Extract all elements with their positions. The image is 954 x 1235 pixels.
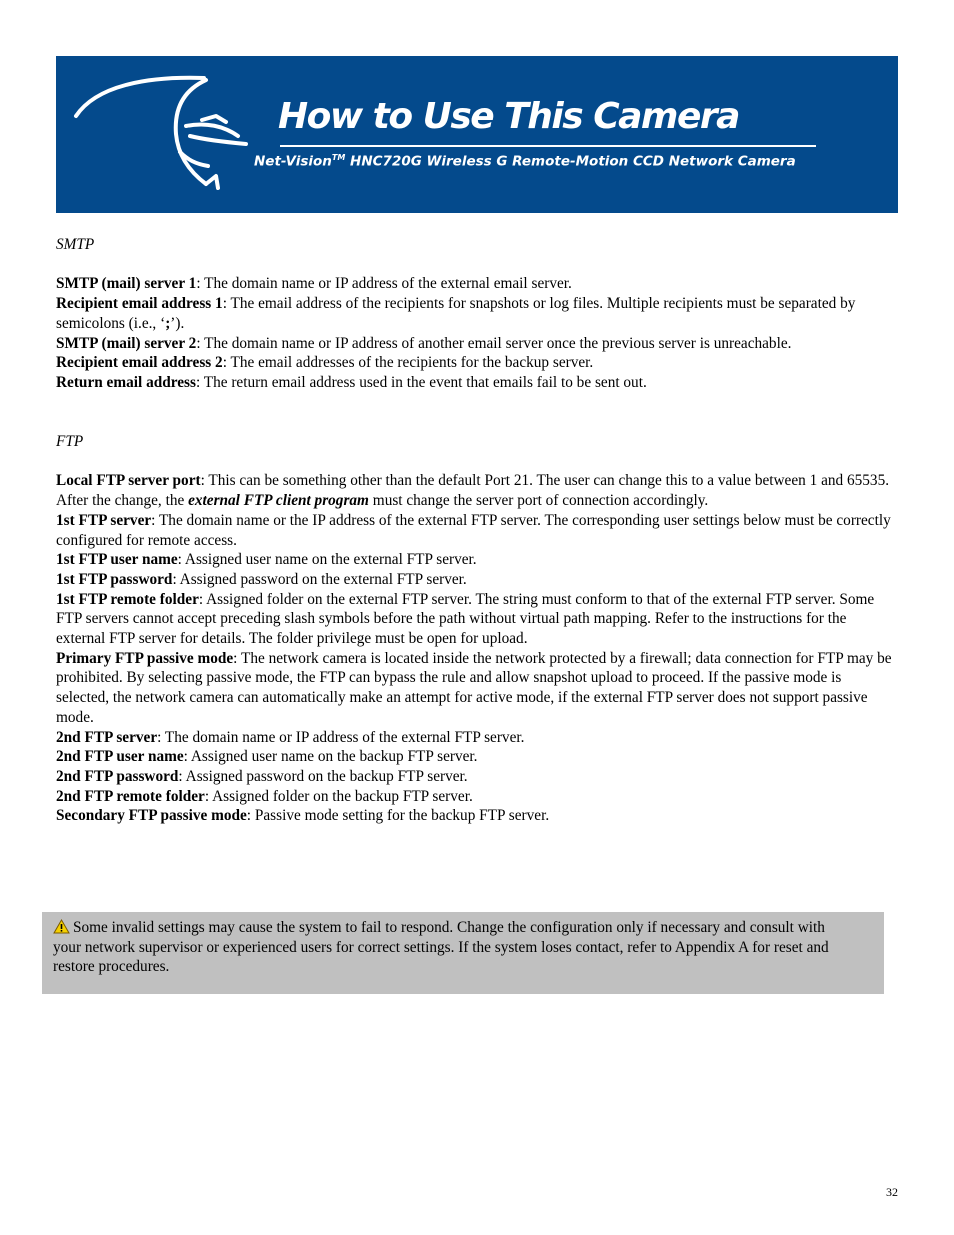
warning-box	[42, 912, 884, 994]
term: Secondary FTP passive mode	[56, 807, 247, 825]
desc: : The domain name or IP address of the external FTP server.	[157, 728, 525, 746]
recipient-email-1	[56, 294, 898, 333]
term: SMTP (mail) server 1	[56, 275, 197, 293]
ftp-passive-secondary	[56, 806, 898, 826]
page-content	[56, 235, 898, 826]
warning-text-block	[53, 918, 853, 977]
term: 2nd FTP remote folder	[56, 787, 205, 805]
term: Primary FTP passive mode	[56, 649, 234, 667]
smtp-heading: SMTP	[56, 236, 95, 253]
ftp-server-2	[56, 728, 898, 748]
term: 1st FTP user name	[56, 551, 178, 569]
smtp-server-2	[56, 334, 898, 354]
warning-message: Some invalid settings may cause the system to fail to respond. Change the configuration only if necessary and consult with your network supervisor or experienced users for correct settings. If the system loses contact, refer to Appendix A for reset and restore procedures.	[53, 919, 829, 976]
desc: : Assigned user name on the backup FTP server.	[183, 748, 478, 766]
ftp-password-2	[56, 767, 898, 787]
ftp-heading: FTP	[56, 433, 84, 450]
brand-name: Net-Vision	[254, 153, 332, 170]
semicolon: ;	[165, 314, 171, 332]
header-banner	[56, 56, 898, 213]
desc: : The network camera is located inside the network protected by a firewall; data connection for FTP may be prohibited. By selecting passive mode, the FTP can bypass the rule and allow snapshot upload to proceed. If the passive mode is selected, the network camera can automatically make an attempt for active mode, if the external FTP server does not support passive mode.	[56, 649, 892, 726]
ftp-folder-2	[56, 787, 898, 807]
term: 2nd FTP user name	[56, 748, 184, 766]
warning-icon	[53, 919, 70, 934]
recipient-email-2	[56, 353, 898, 373]
desc: : Assigned password on the backup FTP server.	[178, 767, 468, 785]
eagle-logo-icon	[56, 56, 256, 213]
desc: : The email address of the recipients for snapshots or log files. Multiple recipients must be separated by semicolons (i.e., ‘	[56, 295, 856, 332]
smtp-server-1	[56, 274, 898, 294]
term: Recipient email address 2	[56, 354, 223, 372]
ftp-folder-1	[56, 590, 898, 649]
desc: : The domain name or IP address of another email server once the previous server is unreachable.	[196, 334, 792, 352]
emphasis: external FTP client program	[188, 492, 369, 510]
term: 1st FTP server	[56, 511, 152, 529]
desc: : Passive mode setting for the backup FTP server.	[246, 807, 550, 825]
return-email	[56, 373, 898, 393]
banner-divider	[280, 145, 816, 147]
desc: : This can be something other than the default Port 21. The user can change this to a value between 1 and 65535. After the change, the	[56, 472, 890, 510]
term: 2nd FTP password	[56, 767, 179, 785]
term: Local FTP server port	[56, 472, 201, 490]
term: 1st FTP password	[56, 570, 173, 588]
ftp-server-1	[56, 511, 898, 550]
desc-end: ’).	[170, 314, 185, 332]
term: 1st FTP remote folder	[56, 590, 199, 608]
banner-subtitle	[254, 153, 796, 170]
desc: : Assigned folder on the backup FTP server.	[204, 787, 473, 805]
desc: : Assigned password on the external FTP server.	[172, 570, 467, 588]
page-number: 32	[886, 1185, 898, 1199]
term: SMTP (mail) server 2	[56, 334, 197, 352]
desc: : The email addresses of the recipients for the backup server.	[222, 354, 594, 372]
banner-title: How to Use This Camera	[278, 96, 739, 137]
term: Recipient email address 1	[56, 295, 223, 313]
desc: : The domain name or IP address of the external email server.	[196, 275, 572, 293]
desc-end: must change the server port of connection accordingly.	[368, 492, 709, 510]
ftp-user-2	[56, 747, 898, 767]
ftp-password-1	[56, 570, 898, 590]
desc: : The domain name or the IP address of the external FTP server. The corresponding user settings below must be correctly configured for remote access.	[56, 511, 891, 549]
product-name: HNC720G Wireless G Remote-Motion CCD Network Camera	[345, 153, 796, 170]
ftp-user-1	[56, 550, 898, 570]
ftp-passive-primary	[56, 649, 898, 728]
desc: : Assigned user name on the external FTP server.	[177, 551, 477, 569]
trademark-mark: TM	[331, 153, 346, 162]
term: Return email address	[56, 373, 196, 391]
term: 2nd FTP server	[56, 728, 158, 746]
desc: : Assigned folder on the external FTP server. The string must conform to that of the external FTP server. Some FTP servers cannot accept preceding slash symbols before the path without virtual path mapping. Refer to the instructions for the external FTP server for details. The folder privilege must be open for upload.	[56, 590, 875, 648]
desc: : The return email address used in the event that emails fail to be sent out.	[195, 373, 647, 391]
local-ftp-port	[56, 471, 898, 510]
